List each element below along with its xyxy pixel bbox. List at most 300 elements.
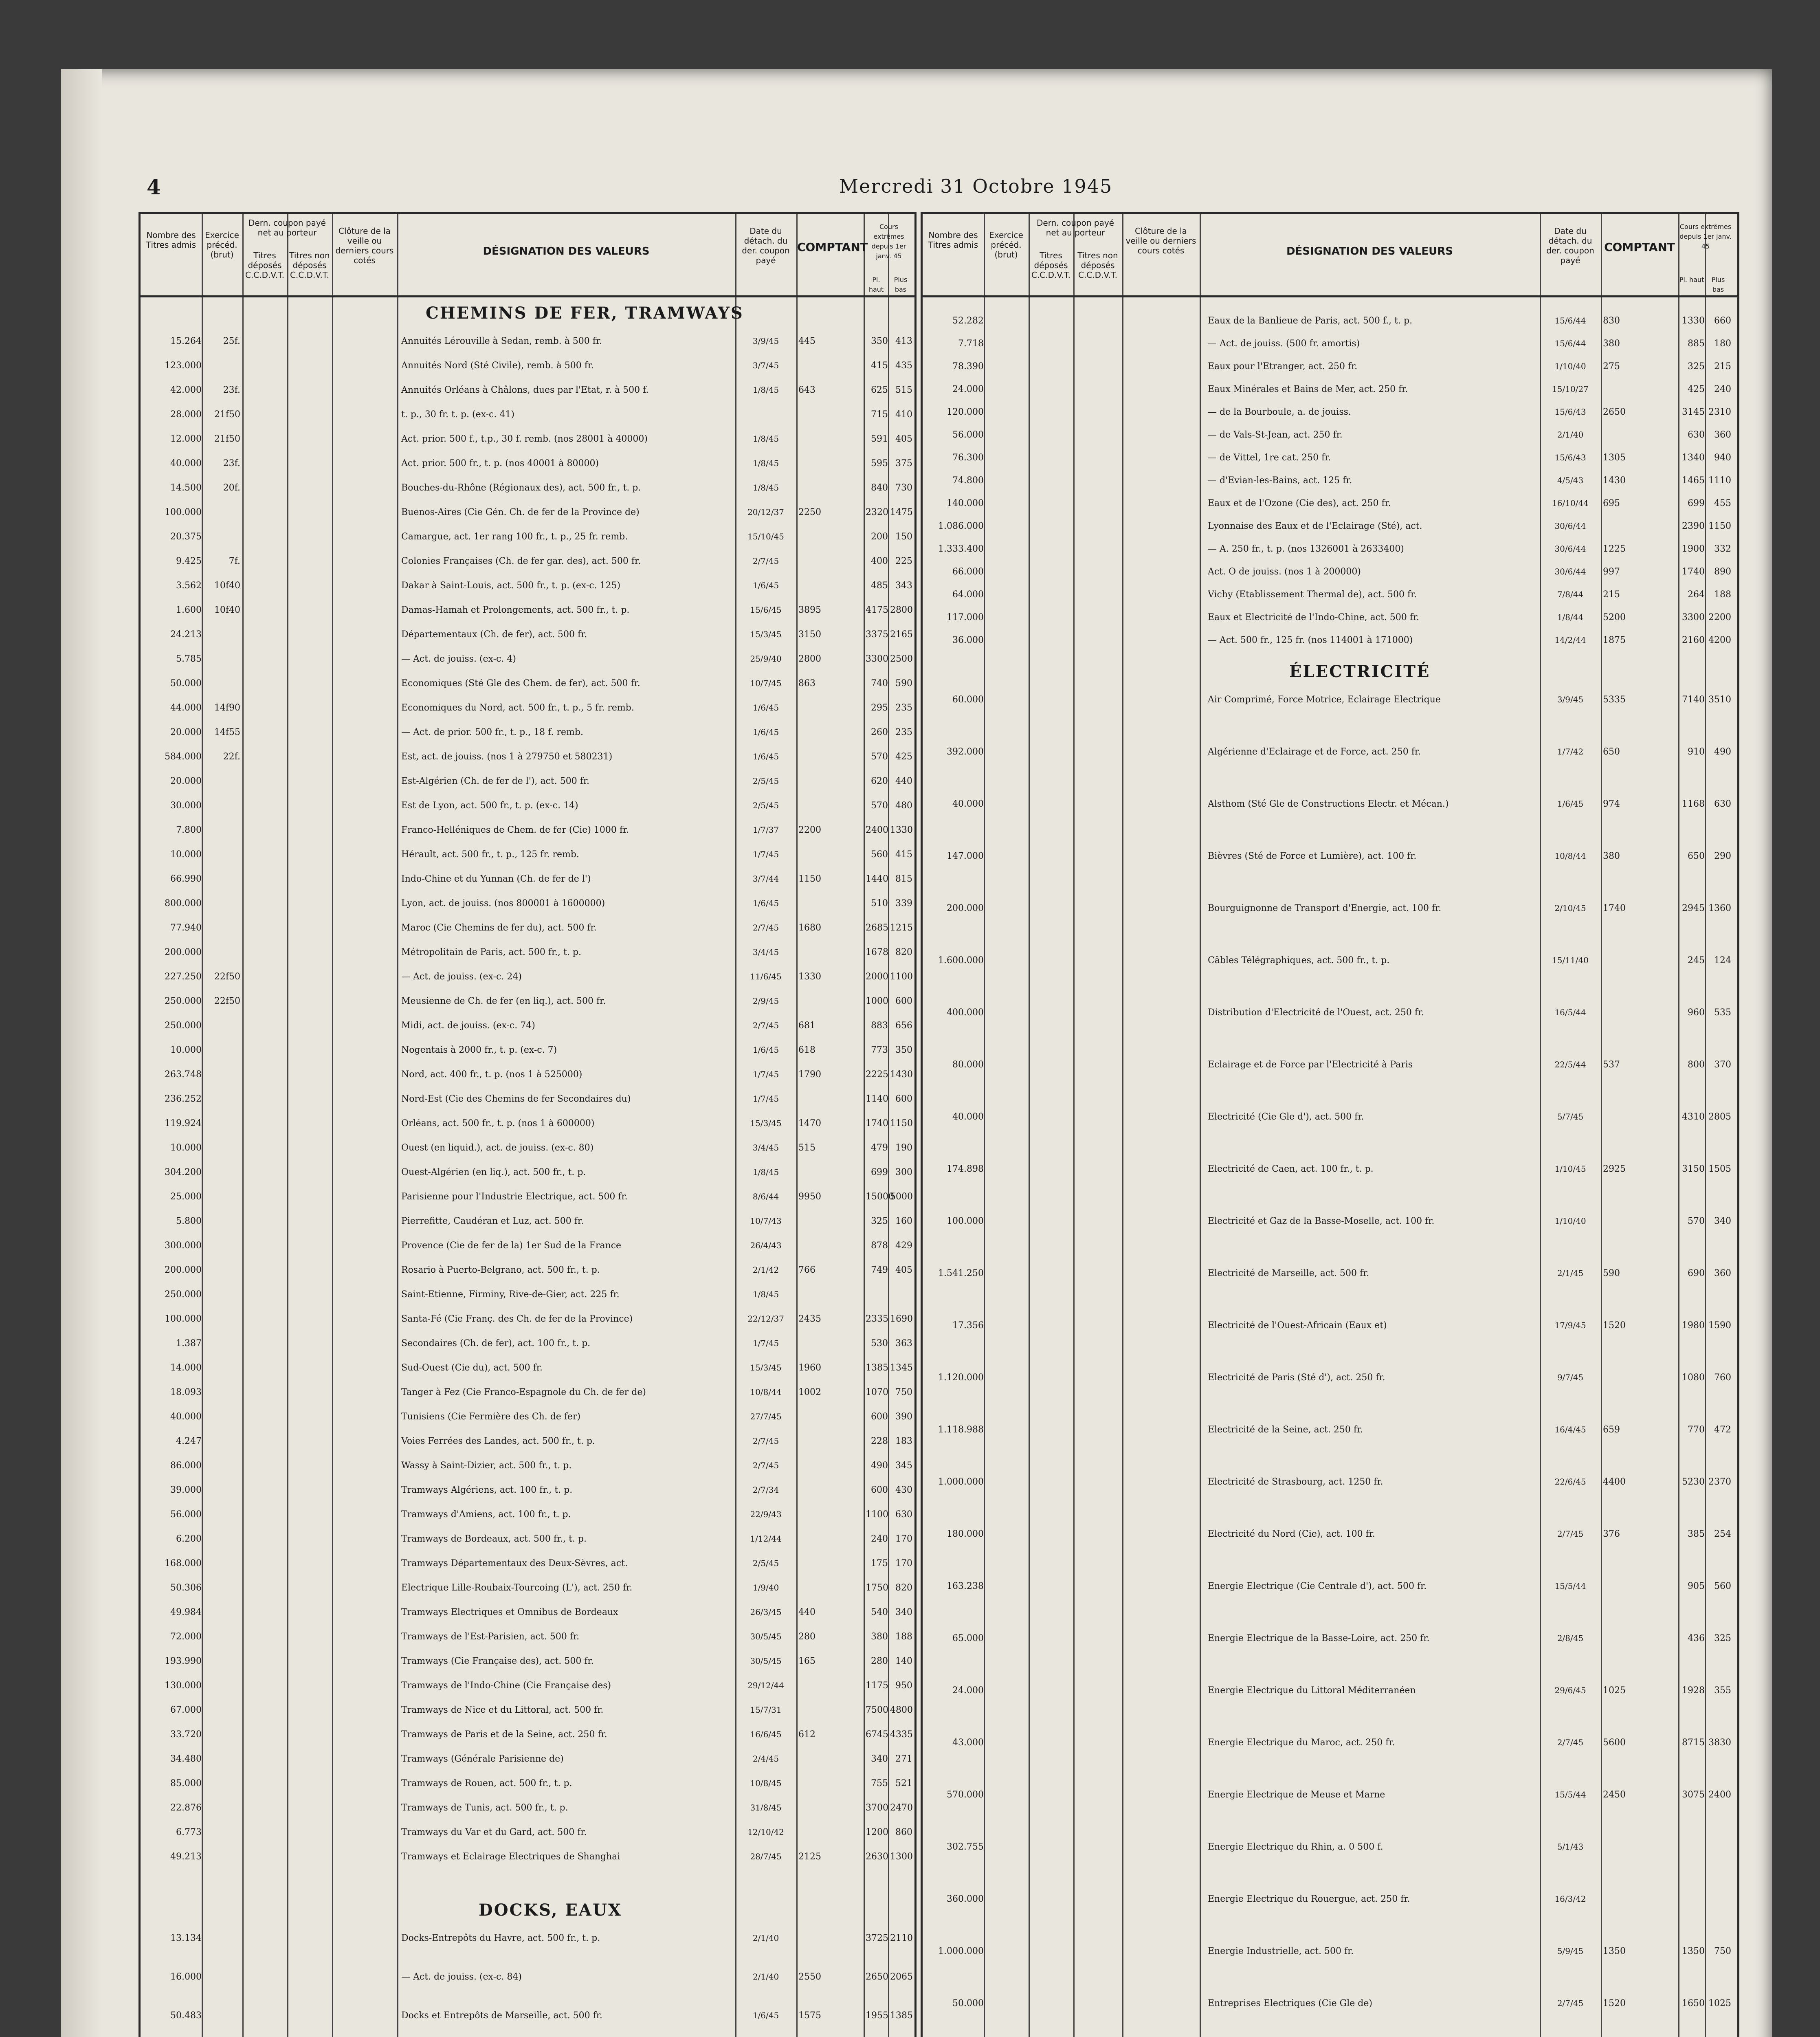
designation: Rosario à Puerto-Belgrano, act. 500 fr., t. p.	[401, 1265, 600, 1275]
plus-bas: 429	[895, 1241, 912, 1251]
exercice-value: 22f50	[214, 972, 240, 982]
table-row	[141, 1754, 914, 1771]
table-row	[141, 1827, 914, 1844]
designation: Tramways de Bordeaux, act. 500 fr., t. p.	[401, 1534, 587, 1544]
table-row	[923, 544, 1737, 561]
date-detach: 2/7/45	[752, 1436, 779, 1446]
plus-bas: 410	[895, 409, 912, 420]
date-detach: 30/6/44	[1554, 521, 1586, 531]
date-detach: 16/4/45	[1554, 1425, 1586, 1434]
rhead-cloture: Clôture de la veille ou derniers cours cotés	[1125, 226, 1196, 255]
date-detach: 30/6/44	[1554, 544, 1586, 554]
plus-haut: 1330	[1682, 316, 1705, 326]
titres-admis: 22.876	[170, 1803, 202, 1813]
plus-bas: 472	[1714, 1425, 1731, 1435]
plus-haut: 840	[871, 483, 888, 493]
plus-bas: 750	[1714, 1946, 1731, 1956]
comptant-value: 3150	[798, 629, 821, 640]
titres-admis: 40.000	[170, 1412, 202, 1422]
titres-admis: 12.000	[170, 434, 202, 444]
plus-haut: 425	[1688, 384, 1705, 394]
designation: Air Comprimé, Force Motrice, Eclairage Electrique	[1208, 695, 1441, 705]
plus-bas: 140	[895, 1656, 912, 1666]
plus-haut: 690	[1688, 1268, 1705, 1278]
plus-haut: 2685	[866, 923, 888, 933]
table-row	[923, 1685, 1737, 1703]
comptant-value: 643	[798, 385, 815, 395]
designation: Tramways (Cie Française des), act. 500 fr.	[401, 1656, 594, 1666]
table-row	[923, 1633, 1737, 1650]
table-row	[141, 703, 914, 720]
exercice-value: 22f.	[223, 752, 240, 762]
plus-haut: 1980	[1682, 1320, 1705, 1331]
date-detach: 2/5/45	[752, 776, 779, 786]
plus-haut: 2400	[866, 825, 888, 835]
table-row	[141, 1021, 914, 1038]
comptant-value: 2125	[798, 1852, 821, 1862]
table-row	[141, 629, 914, 647]
titres-admis: 4.247	[176, 1436, 202, 1446]
head-plus-bas: Plus bas	[894, 276, 908, 293]
designation: Est, act. de jouiss. (nos 1 à 279750 et 580231)	[401, 752, 613, 762]
table-row	[923, 747, 1737, 764]
date-detach: 2/7/45	[752, 556, 779, 566]
comptant-value: 612	[798, 1729, 815, 1740]
comptant-value: 766	[798, 1265, 815, 1275]
designation: Distribution d'Electricité de l'Ouest, act. 250 fr.	[1208, 1008, 1424, 1018]
designation: Tramways de l'Est-Parisien, act. 500 fr.	[401, 1632, 580, 1642]
designation: Ouest (en liquid.), act. de jouiss. (ex-c. 80)	[401, 1143, 594, 1153]
comptant-value: 440	[798, 1607, 815, 1617]
designation: Electricité (Cie Gle d'), act. 500 fr.	[1208, 1112, 1364, 1122]
plus-haut: 1650	[1682, 1998, 1705, 2008]
titres-admis: 1.600	[176, 605, 202, 615]
left-table	[138, 212, 917, 2037]
designation: Camargue, act. 1er rang 100 fr., t. p., 25 fr. remb.	[401, 532, 628, 542]
titres-admis: 200.000	[165, 947, 202, 957]
comptant-value: 4400	[1603, 1477, 1626, 1487]
plus-bas: 430	[895, 1485, 912, 1495]
plus-haut: 510	[871, 898, 888, 909]
titres-admis: 117.000	[947, 612, 984, 623]
designation: Nord-Est (Cie des Chemins de fer Secondaires du)	[401, 1094, 631, 1104]
table-row	[923, 590, 1737, 607]
date-detach: 16/5/44	[1554, 1008, 1586, 1017]
plus-haut: 4310	[1682, 1112, 1705, 1122]
plus-haut: 490	[871, 1461, 888, 1471]
designation: Sud-Ouest (Cie du), act. 500 fr.	[401, 1363, 543, 1373]
table-row	[141, 385, 914, 402]
titres-admis: 78.390	[952, 361, 984, 372]
titres-admis: 250.000	[165, 996, 202, 1006]
designation: Départementaux (Ch. de fer), act. 500 fr.	[401, 629, 587, 640]
plus-bas: 535	[1714, 1008, 1731, 1018]
designation: Energie Electrique du Maroc, act. 250 fr.	[1208, 1738, 1395, 1748]
table-row	[923, 1268, 1737, 1285]
date-detach: 2/7/45	[752, 1461, 779, 1470]
titres-admis: 24.000	[952, 1685, 984, 1696]
exercice-value: 14f55	[214, 727, 240, 737]
plus-bas: 271	[895, 1754, 912, 1764]
date-detach: 1/6/45	[752, 898, 779, 908]
plus-haut: 295	[871, 703, 888, 713]
titres-admis: 1.118.988	[938, 1425, 984, 1435]
plus-bas: 2165	[890, 629, 913, 640]
plus-haut: 325	[871, 1216, 888, 1226]
plus-bas: 235	[895, 727, 912, 737]
date-detach: 17/9/45	[1554, 1320, 1586, 1330]
titres-admis: 100.000	[165, 507, 202, 517]
plus-haut: 699	[871, 1167, 888, 1177]
plus-bas: 170	[895, 1558, 912, 1568]
plus-bas: 240	[1714, 384, 1731, 394]
date-detach: 3/7/44	[752, 874, 779, 884]
designation: — Act. de jouiss. (ex-c. 24)	[401, 972, 522, 982]
table-row	[141, 1933, 914, 1950]
designation: Indo-Chine et du Yunnan (Ch. de fer de l')	[401, 874, 591, 884]
date-detach: 2/10/45	[1554, 903, 1586, 913]
designation: Ouest-Algérien (en liq.), act. 500 fr., t. p.	[401, 1167, 586, 1177]
plus-haut: 325	[1688, 361, 1705, 372]
date-detach: 10/8/45	[750, 1778, 782, 1788]
titres-admis: 360.000	[947, 1894, 984, 1904]
plus-haut: 280	[871, 1656, 888, 1666]
date-detach: 22/9/43	[750, 1509, 782, 1519]
designation: Energie Electrique du Rhin, a. 0 500 f.	[1208, 1842, 1383, 1852]
table-row	[141, 1803, 914, 1820]
plus-bas: 1360	[1708, 903, 1731, 913]
plus-haut: 625	[871, 385, 888, 395]
table-row	[923, 1790, 1737, 1807]
designation: Energie Electrique (Cie Centrale d'), act. 500 fr.	[1208, 1581, 1427, 1591]
plus-bas: 590	[895, 678, 912, 689]
titres-admis: 86.000	[170, 1461, 202, 1471]
comptant-value: 1350	[1603, 1946, 1626, 1956]
date-detach: 15/6/45	[750, 605, 782, 615]
titres-admis: 227.250	[165, 972, 202, 982]
titres-admis: 236.252	[165, 1094, 202, 1104]
date-detach: 30/5/45	[750, 1656, 782, 1666]
date-detach: 1/10/40	[1554, 1216, 1586, 1226]
page-header	[147, 175, 1735, 200]
date-detach: 2/7/45	[1557, 1529, 1584, 1539]
comptant-value: 1430	[1603, 475, 1626, 486]
table-row	[923, 903, 1737, 920]
table-row	[923, 1738, 1737, 1755]
plus-bas: 188	[895, 1632, 912, 1642]
table-row	[141, 1265, 914, 1282]
date-detach: 1/6/45	[752, 752, 779, 761]
designation: Est-Algérien (Ch. de fer de l'), act. 500 fr.	[401, 776, 589, 786]
plus-bas: 2200	[1708, 612, 1731, 623]
comptant-value: 215	[1603, 590, 1620, 600]
exercice-value: 21f50	[214, 434, 240, 444]
plus-bas: 413	[895, 336, 912, 346]
comptant-value: 2450	[1603, 1790, 1626, 1800]
designation: Economiques du Nord, act. 500 fr., t. p., 5 fr. remb.	[401, 703, 634, 713]
designation: Tunisiens (Cie Fermière des Ch. de fer)	[401, 1412, 581, 1422]
table-row	[141, 409, 914, 427]
plus-bas: 1150	[1708, 521, 1731, 531]
comptant-value: 2550	[798, 1972, 821, 1982]
designation: — de la Bourboule, a. de jouiss.	[1208, 407, 1351, 417]
date-detach: 15/5/44	[1554, 1790, 1586, 1799]
designation: — Act. de prior. 500 fr., t. p., 18 f. remb.	[401, 727, 583, 737]
comptant-value: 1575	[798, 2011, 821, 2021]
comptant-value: 5600	[1603, 1738, 1626, 1748]
table-row	[141, 1729, 914, 1747]
designation: Tramways de l'Indo-Chine (Cie Française des)	[401, 1681, 611, 1691]
table-row	[141, 1509, 914, 1527]
plus-haut: 479	[871, 1143, 888, 1153]
table-row	[923, 475, 1737, 493]
designation: Electricité de la Seine, act. 250 fr.	[1208, 1425, 1363, 1435]
table-row	[141, 507, 914, 524]
designation: Algérienne d'Eclairage et de Force, act. 250 fr.	[1208, 747, 1421, 757]
titres-admis: 9.425	[176, 556, 202, 566]
titres-admis: 1.086.000	[938, 521, 984, 531]
designation: Orléans, act. 500 fr., t. p. (nos 1 à 600000)	[401, 1118, 595, 1128]
designation: — Act. de jouiss. (ex-c. 84)	[401, 1972, 522, 1982]
plus-haut: 650	[1688, 851, 1705, 861]
plus-haut: 1080	[1682, 1373, 1705, 1383]
date-detach: 3/4/45	[752, 947, 779, 957]
plus-haut: 3725	[866, 1933, 888, 1943]
page-number: 4	[147, 175, 161, 199]
date-detach: 1/7/37	[752, 825, 779, 835]
plus-haut: 885	[1688, 339, 1705, 349]
table-row	[141, 1778, 914, 1795]
plus-haut: 1385	[866, 1363, 888, 1373]
date-detach: 2/5/45	[752, 801, 779, 810]
plus-haut: 8715	[1682, 1738, 1705, 1748]
titres-admis: 200.000	[165, 1265, 202, 1275]
plus-bas: 170	[895, 1534, 912, 1544]
comptant-value: 165	[798, 1656, 815, 1666]
exercice-value: 14f90	[214, 703, 240, 713]
plus-bas: 124	[1714, 955, 1731, 966]
exercice-value: 20f.	[223, 483, 240, 493]
designation: Wassy à Saint-Dizier, act. 500 fr., t. p.	[401, 1461, 572, 1471]
plus-haut: 1168	[1682, 799, 1705, 809]
designation: Energie Electrique de la Basse-Loire, act. 250 fr.	[1208, 1633, 1430, 1643]
designation: Vichy (Etablissement Thermal de), act. 500 fr.	[1208, 590, 1417, 600]
plus-bas: 4335	[890, 1729, 913, 1740]
plus-haut: 350	[871, 336, 888, 346]
designation: Electricité de Strasbourg, act. 1250 fr.	[1208, 1477, 1383, 1487]
table-row	[923, 955, 1737, 972]
plus-bas: 1505	[1708, 1164, 1731, 1174]
plus-bas: 730	[895, 483, 912, 493]
plus-bas: 1100	[890, 972, 913, 982]
plus-bas: 630	[895, 1509, 912, 1520]
comptant-value: 3895	[798, 605, 821, 615]
plus-haut: 2160	[1682, 635, 1705, 645]
comptant-value: 1680	[798, 923, 821, 933]
date-detach: 1/7/45	[752, 1338, 779, 1348]
designation: Secondaires (Ch. de fer), act. 100 fr., t. p.	[401, 1338, 591, 1348]
titres-admis: 77.940	[170, 923, 202, 933]
plus-bas: 860	[895, 1827, 912, 1837]
date-detach: 10/8/44	[750, 1387, 782, 1397]
plus-bas: 235	[895, 703, 912, 713]
plus-haut: 1740	[866, 1118, 888, 1128]
date-detach: 14/2/44	[1554, 635, 1586, 645]
plus-bas: 215	[1714, 361, 1731, 372]
designation: Electrique Lille-Roubaix-Tourcoing (L'), act. 250 fr.	[401, 1583, 633, 1593]
plus-haut: 1440	[866, 874, 888, 884]
designation: Eaux et de l'Ozone (Cie des), act. 250 fr.	[1208, 498, 1391, 508]
plus-bas: 4200	[1708, 635, 1731, 645]
plus-bas: 2500	[890, 654, 913, 664]
designation: Eclairage et de Force par l'Electricité à Paris	[1208, 1060, 1413, 1070]
table-row	[141, 1216, 914, 1233]
titres-admis: 123.000	[165, 361, 202, 371]
designation: Meusienne de Ch. de fer (en liq.), act. 500 fr.	[401, 996, 606, 1006]
titres-admis: 66.000	[952, 567, 984, 577]
designation: Energie Electrique de Meuse et Marne	[1208, 1790, 1385, 1800]
designation: Tramways Algériens, act. 100 fr., t. p.	[401, 1485, 573, 1495]
plus-bas: 183	[895, 1436, 912, 1446]
designation: Eaux et Electricité de l'Indo-Chine, act. 500 fr.	[1208, 612, 1420, 623]
designation: — d'Evian-les-Bains, act. 125 fr.	[1208, 475, 1352, 486]
titres-admis: 584.000	[165, 752, 202, 762]
date-detach: 11/6/45	[750, 972, 782, 981]
date-detach: 3/4/45	[752, 1143, 779, 1153]
plus-haut: 485	[871, 581, 888, 591]
comptant-value: 5200	[1603, 612, 1626, 623]
titres-admis: 44.000	[170, 703, 202, 713]
plus-bas: 4800	[890, 1705, 913, 1715]
plus-haut: 800	[1688, 1060, 1705, 1070]
plus-bas: 1385	[890, 2011, 913, 2021]
plus-haut: 200	[871, 532, 888, 542]
titres-admis: 130.000	[165, 1681, 202, 1691]
date-detach: 1/8/45	[752, 385, 779, 395]
plus-bas: 375	[895, 458, 912, 469]
plus-bas: 760	[1714, 1373, 1731, 1383]
plus-bas: 2800	[890, 605, 913, 615]
plus-bas: 660	[1714, 316, 1731, 326]
date-detach: 16/6/45	[750, 1729, 782, 1739]
issue-date: Mercredi 31 Octobre 1945	[839, 175, 1113, 197]
plus-haut: 755	[871, 1778, 888, 1788]
date-detach: 2/1/40	[752, 1972, 779, 1982]
date-detach: 5/1/43	[1557, 1842, 1584, 1852]
designation: Tramways de Rouen, act. 500 fr., t. p.	[401, 1778, 572, 1788]
table-row	[923, 1112, 1737, 1129]
table-row	[923, 567, 1737, 584]
plus-bas: 415	[895, 849, 912, 860]
titres-admis: 193.990	[165, 1656, 202, 1666]
plus-bas: 325	[1714, 1633, 1731, 1643]
designation: Lyon, act. de jouiss. (nos 800001 à 1600000)	[401, 898, 605, 909]
table-row	[923, 1477, 1737, 1494]
designation: Nord, act. 400 fr., t. p. (nos 1 à 525000)	[401, 1069, 582, 1080]
comptant-value: 1740	[1603, 903, 1626, 913]
plus-haut: 2225	[866, 1069, 888, 1080]
designation: Bourguignonne de Transport d'Energie, act. 100 fr.	[1208, 903, 1442, 913]
designation: Annuités Nord (Sté Civile), remb. à 500 fr.	[401, 361, 594, 371]
table-row	[141, 1094, 914, 1111]
date-detach: 2/9/45	[752, 996, 779, 1006]
plus-haut: 2390	[1682, 521, 1705, 531]
titres-admis: 304.200	[165, 1167, 202, 1177]
comptant-value: 650	[1603, 747, 1620, 757]
left-column-header	[141, 214, 914, 297]
plus-haut: 1340	[1682, 453, 1705, 463]
rhead-plus-bas: Plus bas	[1711, 276, 1725, 293]
designation: — de Vittel, 1re cat. 250 fr.	[1208, 453, 1331, 463]
plus-haut: 595	[871, 458, 888, 469]
table-row	[141, 727, 914, 744]
date-detach: 15/6/44	[1554, 316, 1586, 326]
date-detach: 2/7/45	[1557, 1738, 1584, 1747]
table-row	[141, 1045, 914, 1062]
plus-haut: 415	[871, 361, 888, 371]
plus-haut: 4175	[866, 605, 888, 615]
table-row	[923, 1060, 1737, 1077]
titres-admis: 40.000	[952, 799, 984, 809]
titres-admis: 570.000	[947, 1790, 984, 1800]
rhead-comptant: COMPTANT	[1604, 240, 1675, 254]
titres-admis: 56.000	[952, 430, 984, 440]
designation: Annuités Orléans à Châlons, dues par l'Etat, r. à 500 f.	[401, 385, 649, 395]
comptant-value: 659	[1603, 1425, 1620, 1435]
titres-admis: 100.000	[165, 1314, 202, 1324]
table-row	[923, 1946, 1737, 1963]
plus-bas: 254	[1714, 1529, 1731, 1539]
table-row	[141, 1534, 914, 1551]
titres-admis: 39.000	[170, 1485, 202, 1495]
plus-bas: 2370	[1708, 1477, 1731, 1487]
titres-admis: 36.000	[952, 635, 984, 645]
table-row	[923, 1998, 1737, 2015]
plus-haut: 570	[871, 801, 888, 811]
table-row	[923, 339, 1737, 356]
comptant-value: 2250	[798, 507, 821, 517]
table-row	[141, 361, 914, 378]
comptant-value: 376	[1603, 1529, 1620, 1539]
plus-bas: 820	[895, 1583, 912, 1593]
comptant-value: 2925	[1603, 1164, 1626, 1174]
plus-bas: 425	[895, 752, 912, 762]
designation: Tramways (Générale Parisienne de)	[401, 1754, 564, 1764]
plus-bas: 3510	[1708, 695, 1731, 705]
comptant-value: 2435	[798, 1314, 821, 1324]
comptant-value: 5335	[1603, 695, 1626, 705]
date-detach: 1/6/45	[752, 2011, 779, 2020]
plus-haut: 570	[871, 752, 888, 762]
date-detach: 1/8/45	[752, 434, 779, 444]
titres-admis: 180.000	[947, 1529, 984, 1539]
table-row	[141, 1118, 914, 1135]
designation: Tanger à Fez (Cie Franco-Espagnole du Ch. de fer de)	[401, 1387, 646, 1397]
date-detach: 9/7/45	[1557, 1373, 1584, 1382]
plus-bas: 1475	[890, 507, 913, 517]
exercice-value: 23f.	[223, 458, 240, 469]
designation: Act. prior. 500 fr., t. p. (nos 40001 à 80000)	[401, 458, 599, 469]
date-detach: 22/6/45	[1554, 1477, 1586, 1487]
titres-admis: 1.600.000	[938, 955, 984, 966]
table-row	[141, 1412, 914, 1429]
comptant-value: 380	[1603, 339, 1620, 349]
table-row	[141, 1289, 914, 1307]
plus-haut: 2630	[866, 1852, 888, 1862]
designation: — Act. 500 fr., 125 fr. (nos 114001 à 171000)	[1208, 635, 1413, 645]
table-row	[141, 996, 914, 1013]
plus-haut: 2000	[866, 972, 888, 982]
